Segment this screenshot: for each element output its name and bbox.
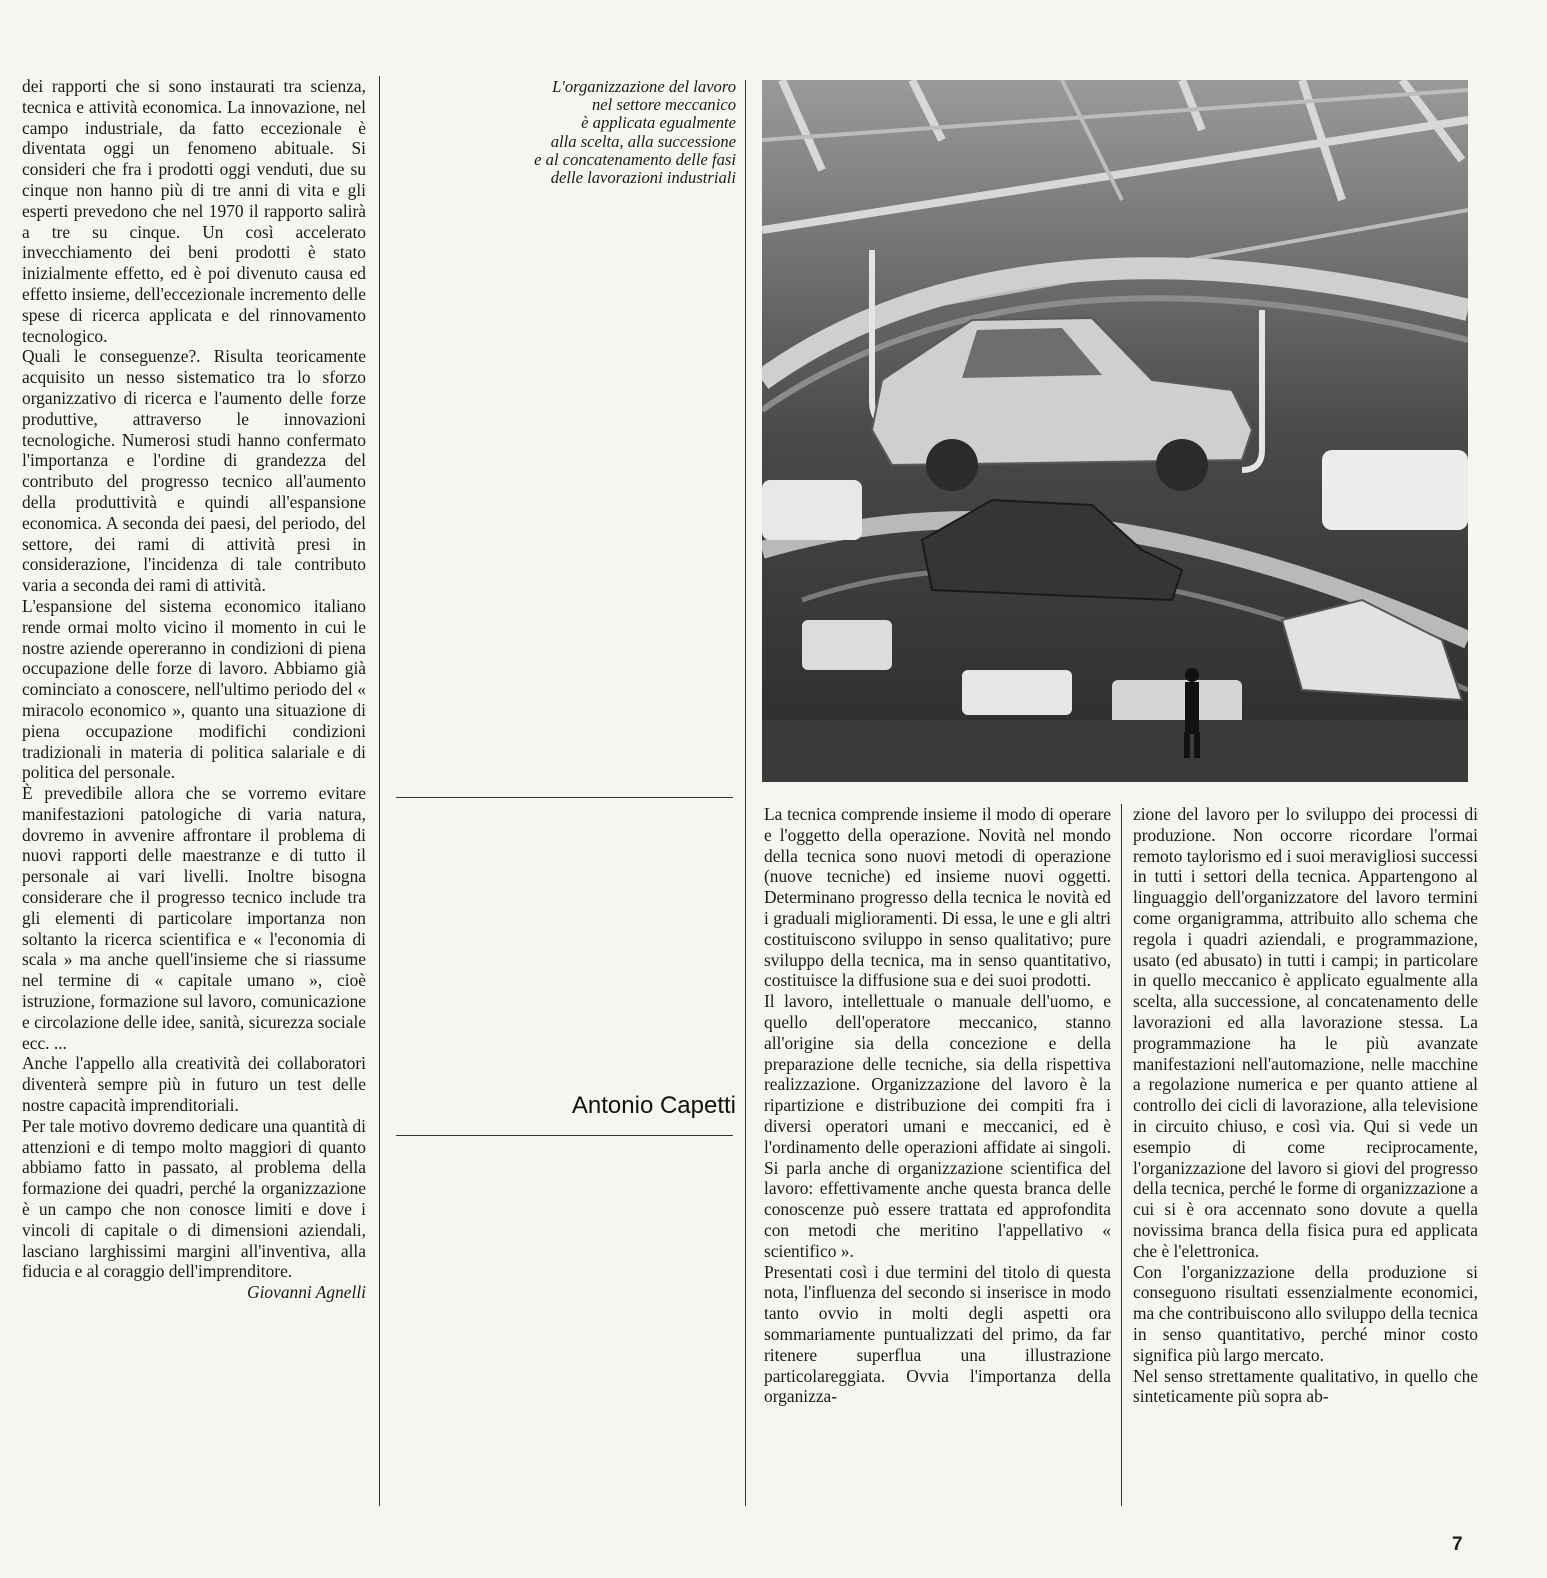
- paragraph: zione del lavoro per lo sviluppo dei processi di produzione. Non occorre ricordare l'ormai remoto taylorismo ed i suoi meravigliosi successi in tutti i settori della tecnica. Appartengono al linguaggio dell'organizzatore del lavoro termini come organigramma, attribuito allo schema che regola i quadri aziendali, e programmazione, usato (ed abusato) in tutti i campi; in particolare in quello meccanico è applicato egualmente alla scelta, alla successione, al concatenamento delle lavorazioni ed alla lavorazione stessa. La programmazione ha le più avanzate manifestazioni nell'automazione, nelle macchine a regolazione numerica e per quanto attiene al controllo dei cicli di lavorazione, alla televisione in circuito chiuso, e così via. Qui si vede un esempio di come reciprocamente, l'organizzazione del lavoro si giovi del progresso della tecnica, perché le forme di organizzazione a cui si è ora accennato sono dovute a quella novissima branca della fisica pura ed applicata che è l'elettronica.: [1133, 804, 1478, 1261]
- caption-line: alla scelta, alla successione: [550, 131, 736, 151]
- author-name: Antonio Capetti: [571, 1092, 736, 1119]
- page-number: 7: [1452, 1534, 1463, 1555]
- caption-line: delle lavorazioni industriali: [550, 168, 736, 188]
- photo-caption: [480, 78, 736, 187]
- paragraph: Presentati così i due termini del titolo di questa nota, l'influenza del secondo si inserisce in modo tanto ovvio in molti degli aspetti ora sommariamente puntualizzati del primo, da far ritenere superflua una illustrazione particolareggiata. Ovvia l'importanza della organizza-: [764, 1261, 1111, 1407]
- caption-line: e al concatenamento delle fasi: [534, 149, 736, 169]
- paragraph: Per tale motivo dovremo dedicare una quantità di attenzioni e di tempo molto maggiori di quanto abbiamo fatto in passato, al problema della formazione dei quadri, perché la organizzazione è un campo che non conosce limiti e dove i vincoli di capitale o di dimensioni aziendali, lasciano larghissimi margini all'inventiva, alla fiducia e al coraggio dell'imprenditore.: [22, 1115, 366, 1282]
- paragraph: È prevedibile allora che se vorremo evitare manifestazioni patologiche di varia natura, dovremo in avvenire affrontare il problema di nuovi rapporti delle maestranze e di tutto il personale ai vari livelli. Inoltre bisogna considerare che il progresso tecnico include tra gli elementi di particolare importanza non soltanto la ricerca scientifica e « l'economia di scala » ma anche quell'insieme che si riassume nel termine di « capitale umano », cioè istruzione, formazione sul lavoro, comunicazione e circolazione delle idee, sanità, sicurezza sociale ecc. ...: [22, 783, 366, 1053]
- paragraph: dei rapporti che si sono instaurati tra scienza, tecnica e attività economica. La innovazione, nel campo industriale, da fatto eccezionale è diventata oggi un fenomeno abituale. Si consideri che fra i prodotti oggi venduti, due su cinque non hanno più di tre anni di vita e gli esperti prevedono che nel 1970 il rapporto salirà a tre su cinque. Un così accelerato invecchiamento dei beni prodotti è stato inizialmente effetto, ed è poi divenuto causa ed effetto insieme, dell'eccezionale incremento delle spese di ricerca applicata e del rinnovamento tecnologico.: [22, 76, 366, 346]
- paragraph: Il lavoro, intellettuale o manuale dell'uomo, e quello dell'operatore meccanico, stanno all'origine sia della concezione e della preparazione delle tecniche, sia della rispettiva realizzazione. Organizzazione del lavoro è la ripartizione e distribuzione dei compiti fra i diversi operatori umani e meccanici, ed è l'ordinamento delle operazioni affidate ai singoli. Si parla anche di organizzazione scientifica del lavoro: effettivamente anche questa branca delle conoscenze può essere trattata ed approfondita con metodi che meritino l'appellativo « scientifico ».: [764, 991, 1111, 1261]
- column-divider-center: [745, 80, 746, 1506]
- right-column-article: [1133, 804, 1478, 1407]
- paragraph: L'espansione del sistema economico italiano rende ormai molto vicino il momento in cui le nostre aziende opereranno in condizioni di piena occupazione delle forze di lavoro. Abbiamo già cominciato a conoscere, nell'ultimo periodo del « miracolo economico », quanto una situazione di piena occupazione modifichi condizioni tradizionali in materia di politica salariale e di politica del personale.: [22, 595, 366, 783]
- paragraph: Nel senso strettamente qualitativo, in quello che sinteticamente più sopra ab-: [1133, 1365, 1478, 1407]
- paragraph: Quali le conseguenze?. Risulta teoricamente acquisito un nesso sistematico tra lo sforzo organizzativo di ricerca e l'aumento delle forze produttive, attraverso le innovazioni tecnologiche. Numerosi studi hanno confermato l'importanza e l'ordine di grandezza del contributo del progresso tecnico all'aumento della produttività e quindi all'espansione economica. A seconda dei paesi, del periodo, del settore, dei rami di attività presi in considerazione, l'incidenza di tale contributo varia a seconda dei rami di attività.: [22, 346, 366, 596]
- paragraph: La tecnica comprende insieme il modo di operare e l'oggetto della operazione. Novità nel mondo della tecnica sono nuovi metodi di operazione (nuove tecniche) ed insieme nuovi oggetti. Determinano progresso della tecnica le novità ed i graduali miglioramenti. Di essa, le une e gli altri costituiscono sviluppo in senso qualitativo; pure sviluppo della tecnica, ma in senso quantitativo, costituisce la diffusione sua e dei suoi prodotti.: [764, 804, 1111, 991]
- column-divider-right: [1121, 804, 1122, 1506]
- rule-above-author: [396, 797, 733, 798]
- assembly-line-photo: [762, 80, 1468, 782]
- rule-below-author: [396, 1135, 733, 1136]
- left-column-article: [22, 76, 366, 1303]
- author-signature: Giovanni Agnelli: [247, 1282, 366, 1303]
- paragraph: Anche l'appello alla creatività dei collaboratori diventerà sempre più in futuro un test delle nostre capacità imprenditoriali.: [22, 1053, 366, 1116]
- middle-column-article: [764, 804, 1111, 1407]
- column-divider-left: [379, 76, 380, 1506]
- caption-line: nel settore meccanico: [591, 95, 736, 115]
- caption-line: è applicata egualmente: [581, 113, 736, 133]
- caption-line: L'organizzazione del lavoro: [552, 77, 736, 96]
- paragraph: Con l'organizzazione della produzione si conseguono risultati essenzialmente economici, ma che contribuiscono allo sviluppo della tecnica in senso quantitativo, perché minor costo significa più largo mercato.: [1133, 1261, 1478, 1365]
